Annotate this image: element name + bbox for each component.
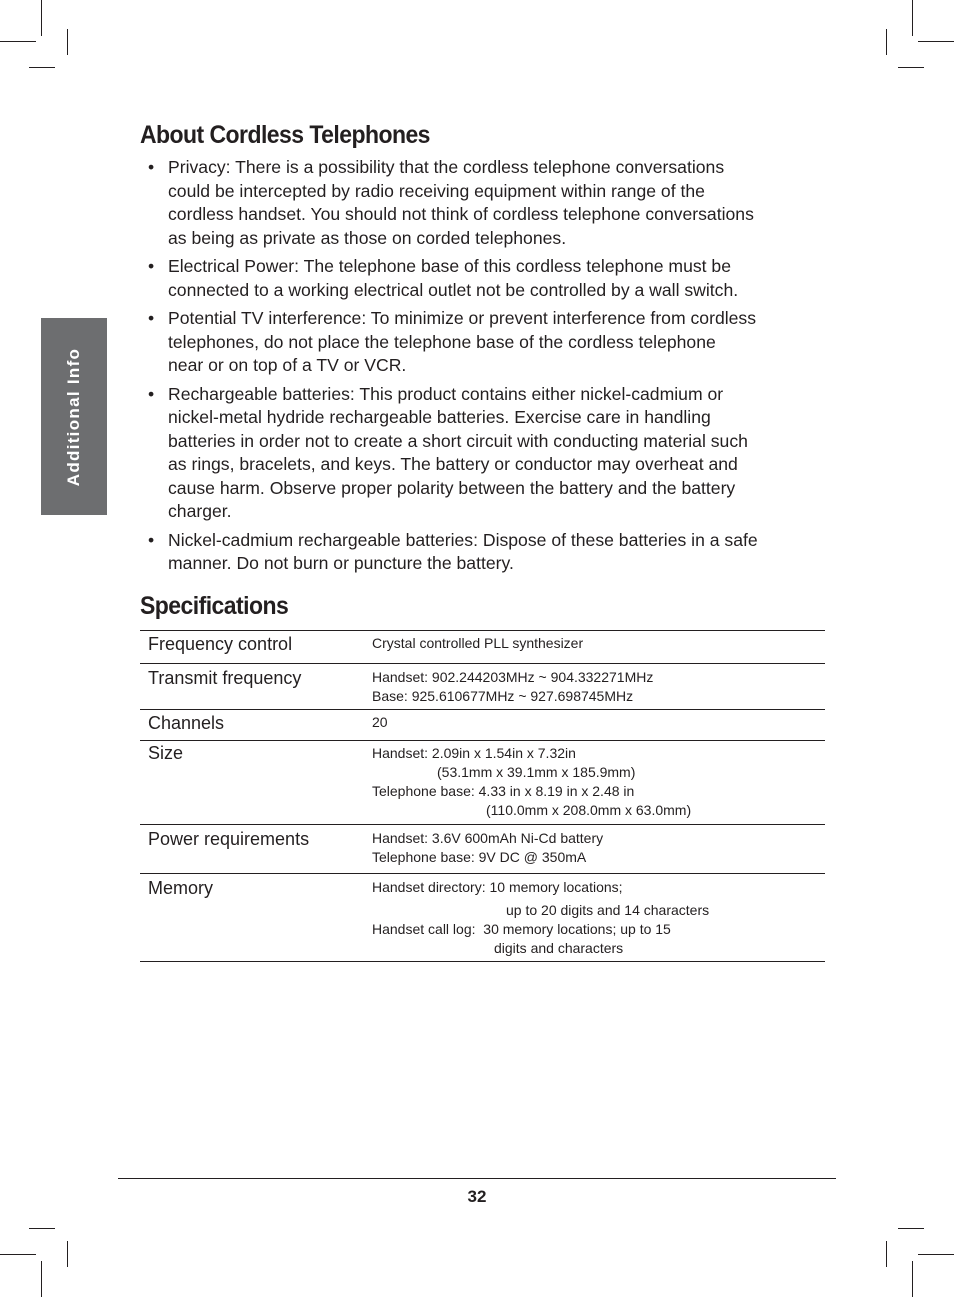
side-tab-label: Additional Info <box>64 347 83 486</box>
bullet-line: cause harm. Observe proper polarity between the battery and the battery <box>168 477 736 498</box>
spec-value <box>372 825 825 874</box>
spec-value-line: Handset: 902.244203MHz ~ 904.332271MHz <box>372 669 654 685</box>
bullet-line: • Nickel-cadmium rechargeable batteries: Dispose of these batteries in a safe <box>168 529 758 550</box>
spec-value-line: up to 20 digits and 14 characters <box>506 902 710 918</box>
spec-value-line: Handset call log: 30 memory locations; up to 15 <box>372 921 671 937</box>
table-row <box>140 631 825 664</box>
footer-divider <box>118 1178 836 1179</box>
bullet-line: • Potential TV interference: To minimize or prevent interference from cordless <box>168 308 757 328</box>
bullet-line: • Privacy: There is a possibility that the cordless telephone conversations <box>168 157 725 177</box>
about-heading: About Cordless Telephones <box>140 121 430 149</box>
crop-mark <box>912 1261 913 1297</box>
crop-mark <box>0 1254 36 1255</box>
spec-value-line: Handset directory: 10 memory locations; <box>372 879 623 895</box>
bullet-line: as being as private as those on corded telephones. <box>168 227 567 248</box>
bullet-line: connected to a working electrical outlet not be controlled by a wall switch. <box>168 279 739 300</box>
spec-label: Size <box>140 741 372 825</box>
table-row <box>140 825 825 874</box>
section-side-tab <box>41 318 107 515</box>
specs-heading: Specifications <box>140 592 289 620</box>
crop-mark <box>898 67 924 68</box>
spec-value-line: Telephone base: 4.33 in x 8.19 in x 2.48 in <box>372 783 635 799</box>
spec-label: Transmit frequency <box>140 664 372 710</box>
spec-value-line: (53.1mm x 39.1mm x 185.9mm) <box>437 764 636 780</box>
spec-label: Memory <box>140 874 372 962</box>
bullet-line: telephones, do not place the telephone base of the cordless telephone <box>168 331 716 352</box>
crop-mark <box>918 41 954 42</box>
spec-label: Frequency control <box>140 631 372 664</box>
spec-value <box>372 631 825 664</box>
table-row <box>140 741 825 825</box>
table-row <box>140 664 825 710</box>
bullet-line: manner. Do not burn or puncture the battery. <box>168 553 514 573</box>
spec-value-line: (110.0mm x 208.0mm x 63.0mm) <box>486 802 692 818</box>
specs-table <box>140 630 825 962</box>
table-row <box>140 874 825 962</box>
spec-value <box>372 741 825 825</box>
crop-mark <box>886 29 887 55</box>
crop-mark <box>41 0 42 36</box>
spec-value-line: Telephone base: 9V DC @ 350mA <box>372 849 587 865</box>
spec-value <box>372 710 825 741</box>
spec-value-line: 20 <box>372 714 388 730</box>
spec-value <box>372 874 825 962</box>
bullet-line: • Electrical Power: The telephone base of this cordless telephone must be <box>168 256 731 276</box>
bullet-tv-interference <box>148 307 824 378</box>
crop-mark <box>886 1241 887 1267</box>
bullet-line: cordless handset. You should not think of cordless telephone conversations <box>168 204 754 224</box>
spec-label: Power requirements <box>140 825 372 874</box>
crop-mark <box>29 1228 55 1229</box>
bullet-line: charger. <box>168 501 232 521</box>
crop-mark <box>29 67 55 68</box>
spec-value <box>372 664 825 710</box>
bullet-rechargeable-batteries <box>148 383 824 524</box>
bullet-line: • Rechargeable batteries: This product contains either nickel-cadmium or <box>168 383 724 404</box>
crop-mark <box>67 1241 68 1267</box>
bullet-line: as rings, bracelets, and keys. The battery or conductor may overheat and <box>168 454 738 474</box>
about-bullet-list <box>148 156 824 581</box>
page-number: 32 <box>467 1187 487 1206</box>
crop-mark <box>912 0 913 36</box>
spec-value-line: Handset: 3.6V 600mAh Ni-Cd battery <box>372 830 604 846</box>
bullet-electrical-power <box>148 255 824 302</box>
crop-mark <box>918 1254 954 1255</box>
spec-value-line: Crystal controlled PLL synthesizer <box>372 635 584 651</box>
bullet-line: near or on top of a TV or VCR. <box>168 355 407 375</box>
spec-value-line: Handset: 2.09in x 1.54in x 7.32in <box>372 745 576 761</box>
spec-value-line: digits and characters <box>494 940 624 956</box>
bullet-line: could be intercepted by radio receiving equipment within range of the <box>168 180 705 201</box>
crop-mark <box>41 1261 42 1297</box>
bullet-line: nickel-metal hydride rechargeable batteries. Exercise care in handling <box>168 407 711 427</box>
table-row <box>140 710 825 741</box>
spec-value-line: Base: 925.610677MHz ~ 927.698745MHz <box>372 688 634 704</box>
bullet-line: batteries in order not to create a short circuit with conducting material such <box>168 430 748 451</box>
bullet-privacy <box>148 156 824 250</box>
bullet-nicd-batteries <box>148 529 824 576</box>
crop-mark <box>0 41 36 42</box>
crop-mark <box>67 29 68 55</box>
crop-mark <box>898 1228 924 1229</box>
spec-label: Channels <box>140 710 372 741</box>
